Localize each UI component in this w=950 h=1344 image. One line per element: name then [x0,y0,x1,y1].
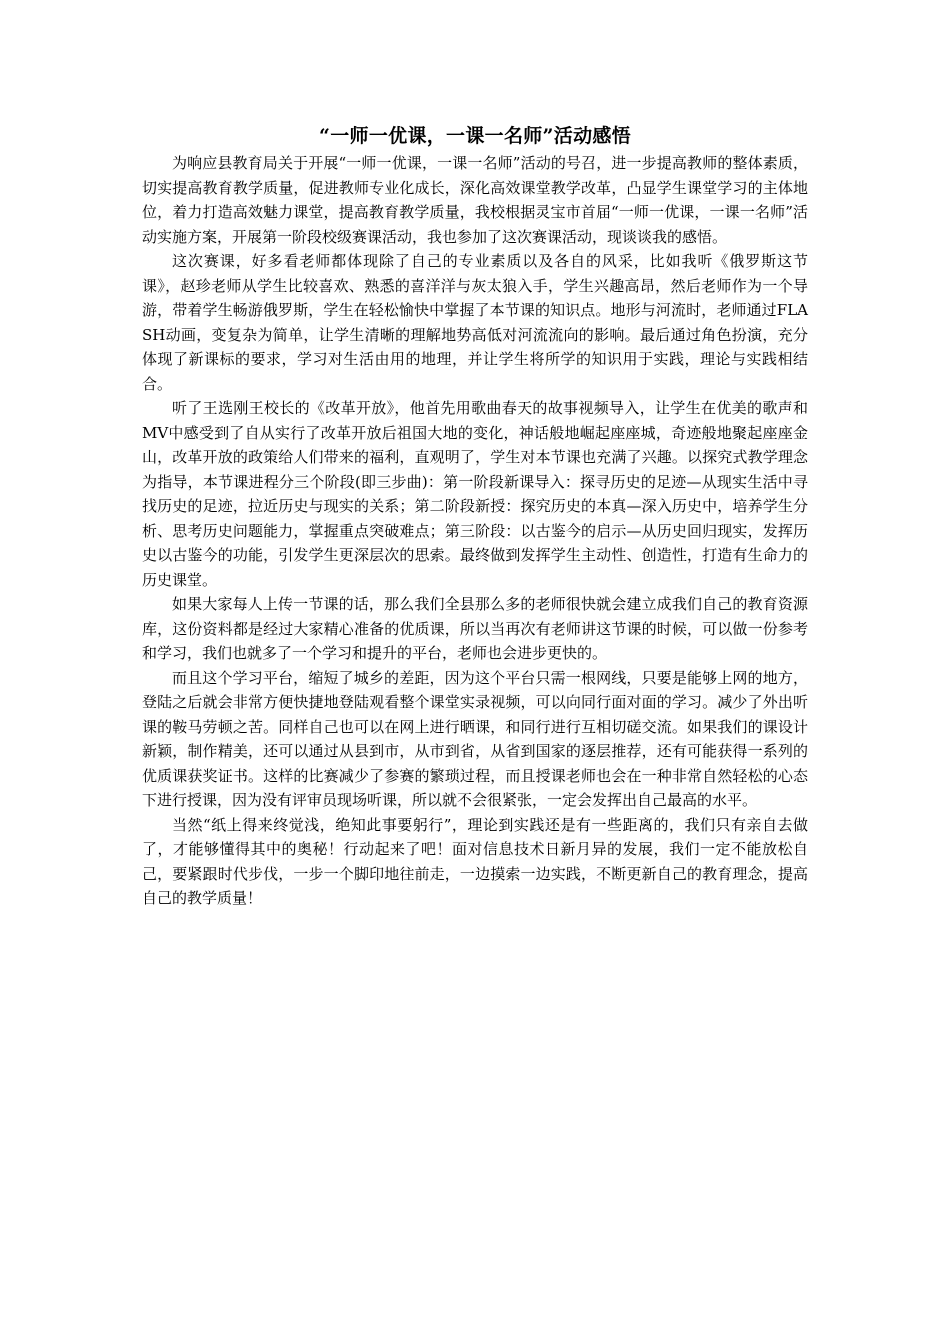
paragraph-resource-library: 如果大家每人上传一节课的话，那么我们全县那么多的老师很快就会建立成我们自己的教育资源库，这份资料都是经过大家精心准备的优质课，所以当再次有老师讲这节课的时候，可以做一份参考和学习，我们也就多了一个学习和提升的平台，老师也会进步更快的。 [142,595,808,662]
paragraph-conclusion: 当然“纸上得来终觉浅，绝知此事要躬行”，理论到实践还是有一些距离的，我们只有亲自去做了，才能够懂得其中的奥秘！行动起来了吧！面对信息技术日新月异的发展，我们一定不能放松自己，要紧跟时代步伐，一步一个脚印地往前走，一边摸索一边实践，不断更新自己的教育理念，提高自己的教学质量！ [142,815,808,907]
paragraph-reform-lesson: 听了王选刚王校长的《改革开放》，他首先用歌曲春天的故事视频导入，让学生在优美的歌声和MV中感受到了自从实行了改革开放后祖国大地的变化，神话般地崛起座座城，奇迹般地聚起座座金山，改革开放的政策给人们带来的福利，直观明了，学生对本节课也充满了兴趣。以探究式教学理念为指导，本节课进程分三个阶段(即三步曲)：第一阶段新课导入：探寻历史的足迹—从现实生活中寻找历史的足迹，拉近历史与现实的关系；第二阶段新授：探究历史的本真—深入历史中，培养学生分析、思考历史问题能力，掌握重点突破难点；第三阶段：以古鉴今的启示—从历史回归现实，发挥历史以古鉴今的功能，引发学生更深层次的思索。最终做到发挥学生主动性、创造性，打造有生命力的历史课堂。 [142,399,808,589]
document-title: “一师一优课，一课一名师”活动感悟 [319,125,631,147]
paragraph-learning-platform: 而且这个学习平台，缩短了城乡的差距，因为这个平台只需一根网线，只要是能够上网的地方，登陆之后就会非常方便快捷地登陆观看整个课堂实录视频，可以向同行面对面的学习。减少了外出听课的鞍马劳顿之苦。同样自己也可以在网上进行晒课，和同行进行互相切磋交流。如果我们的课设计新颖，制作精美，还可以通过从县到市，从市到省，从省到国家的逐层推荐，还有可能获得一系列的优质课获奖证书。这样的比赛减少了参赛的繁琐过程，而且授课老师也会在一种非常自然轻松的心态下进行授课，因为没有评审员现场听课，所以就不会很紧张，一定会发挥出自己最高的水平。 [142,668,808,809]
paragraph-russia-lesson: 这次赛课，好多看老师都体现除了自己的专业素质以及各自的风采，比如我听《俄罗斯这节课》，赵珍老师从学生比较喜欢、熟悉的喜洋洋与灰太狼入手，学生兴趣高昂，然后老师作为一个导游，带着学生畅游俄罗斯，学生在轻松愉快中掌握了本节课的知识点。地形与河流时，老师通过FLASH动画，变复杂为简单，让学生清晰的理解地势高低对河流流向的影响。最后通过角色扮演，充分体现了新课标的要求，学习对生活由用的地理，并让学生将所学的知识用于实践，理论与实践相结合。 [142,252,808,393]
document-body [142,121,808,911]
paragraph-intro: 为响应县教育局关于开展“一师一优课，一课一名师”活动的号召，进一步提高教师的整体素质，切实提高教育教学质量，促进教师专业化成长，深化高效课堂教学改革，凸显学生课堂学习的主体地位，着力打造高效魅力课堂，提高教育教学质量，我校根据灵宝市首届“一师一优课，一课一名师”活动实施方案，开展第一阶段校级赛课活动，我也参加了这次赛课活动，现谈谈我的感悟。 [142,154,808,246]
